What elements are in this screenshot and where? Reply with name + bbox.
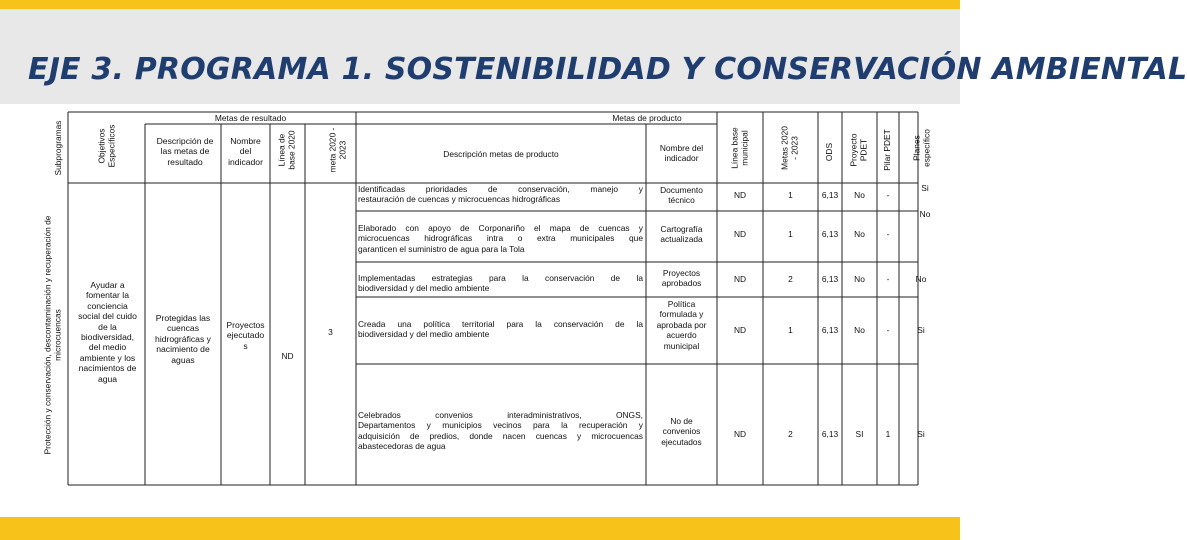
table-row-3-indicador: Proyectos aprobados [661,268,702,289]
header-subprogramas: Subprogramas [53,120,64,176]
table-row-2-descripcion: Elaborado con apoyo de Corponariño el mapa de cuencas y microcuencas hidrográficas intra o extra municipales que garanticen el suministro de agua para la Tola [358,223,643,254]
table-row-3-linea-base: ND [733,274,747,284]
header-metas-resultado: Metas de resultado [214,113,287,123]
table-row-5-linea-base: ND [733,429,747,439]
table-row-5-ods: 6,13 [821,429,839,439]
header-nombre-indicador-producto: Nombre del indicador [659,143,704,164]
table-row-4-indicador: Política formulada y aprobada por acuerdo municipal [656,299,707,351]
table-row-5-descripcion: Celebrados convenios interadministrativos, ONGS, Departamentos y municipios vecinos para la recuperación y adquisición de predios, donde nacen cuencas y microcuencas abastecedoras de agua [358,410,643,452]
table-row-5-pilar-pdet: 1 [885,429,891,439]
header-meta-2020-2023: meta 2020 - 2023 [327,127,347,173]
header-linea-base-2020: Línea de base 2020 [276,130,296,170]
table-row-2-pilar-pdet: - [886,229,890,239]
page-title: EJE 3. PROGRAMA 1. SOSTENIBILIDAD Y CONSERVACIÓN AMBIENTAL [28,52,1187,87]
table-row-2-proyecto-pdet: No [854,229,865,239]
objetivo-cell: Ayudar a fomentar la conciencia social del cuido de la biodiversidad, del medio ambiente y los nacimientos de agua [78,280,137,384]
table-row-4-ods: 6,13 [821,325,839,335]
indicador-resultado-cell: Proyectos ejecutado s [226,320,265,351]
table-row-1-ods: 6,13 [821,190,839,200]
table-row-2-indicador: Cartografía actualizada [660,224,703,245]
table-row-1-linea-base: ND [733,190,747,200]
table-row-4-descripcion: Creada una política territorial para la conservación de la biodiversidad y del medio ambiente [358,319,643,340]
table-row-5-proyecto-pdet: SI [855,429,864,439]
table-row-1-meta: 1 [788,190,793,200]
table-row-3-planes: No [915,274,927,284]
table-row-2-ods: 6,13 [821,229,839,239]
table-row-3-descripcion: Implementadas estrategias para la conservación de la biodiversidad y del medio ambiente [358,273,643,294]
table-row-4-pilar-pdet: - [886,325,890,335]
table-row-3-ods: 6,13 [821,274,839,284]
table-row-1-pilar-pdet: - [886,190,890,200]
table-row-4-linea-base: ND [733,325,747,335]
header-linea-base-municipal: Línea base municipal [729,127,749,169]
table-row-1-indicador: Documento técnico [660,185,703,206]
table-row-5-indicador: No de convenios ejecutados [661,416,702,447]
header-ods: ODS [824,142,835,162]
header-descripcion-resultado: Descripción de las metas de resultado [156,136,214,167]
table-row-1-descripcion: Identificadas prioridades de conservación, manejo y restauración de cuencas y microcuencas hidrográficas [358,184,643,205]
table-row-4-planes: Si [917,325,925,335]
table-row-4-proyecto-pdet: No [854,325,865,335]
meta-resultado-valor-cell: 3 [328,327,333,337]
header-planes-especifico: Planes específico [911,129,931,167]
header-nombre-indicador-resultado: Nombre del indicador [228,136,263,167]
table-row-2-planes: No [919,209,931,219]
table-row-3-pilar-pdet: - [886,274,890,284]
table-row-5-planes: Si [917,429,925,439]
table-row-5-meta: 2 [788,429,793,439]
linea-base-resultado-cell: ND [281,351,294,361]
table-row-2-linea-base: ND [733,229,747,239]
meta-resultado-cell: Protegidas las cuencas hidrográficas y nacimiento de aguas [155,313,211,365]
header-descripcion-producto: Descripción metas de producto [443,149,559,159]
header-objetivos: Objetivos Específicos [96,124,116,168]
header-metas-2020-2023: Metas 2020 - 2023 [779,126,799,170]
table-row-3-proyecto-pdet: No [854,274,865,284]
table-row-1-proyecto-pdet: No [854,190,865,200]
header-proyecto-pdet: Proyecto PDET [848,133,868,167]
table-row-2-meta: 1 [788,229,793,239]
header-pilar-pdet: Pilar PDET [882,129,893,171]
subprograma-cell: Protección y conservación, descontaminación y recuperación de microcuencas [42,215,62,455]
header-metas-producto: Metas de producto [612,113,682,123]
table-row-1-planes: Si [921,183,929,193]
table-row-3-meta: 2 [788,274,793,284]
table-row-4-meta: 1 [788,325,793,335]
